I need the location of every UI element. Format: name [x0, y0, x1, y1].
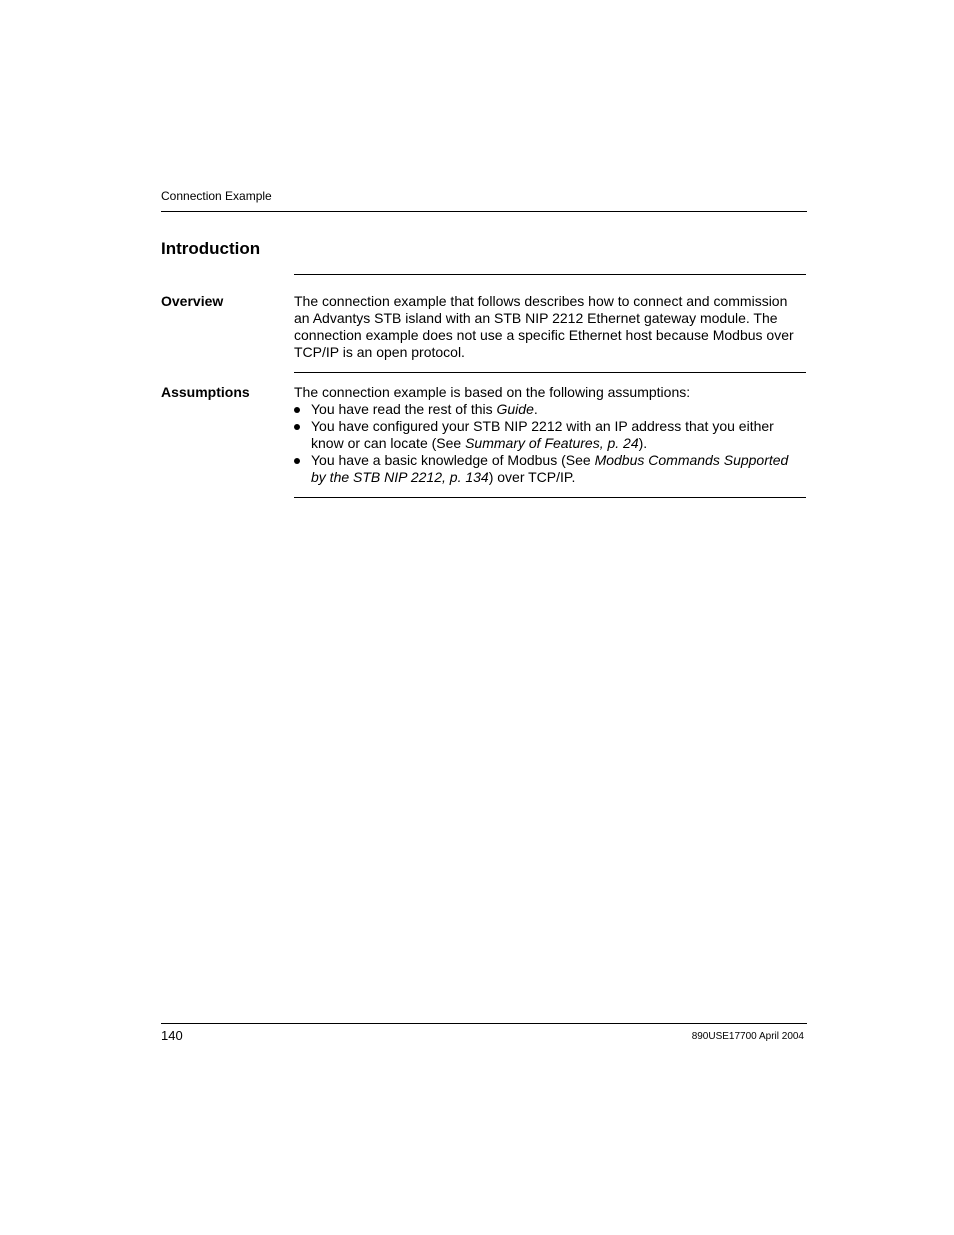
overview-top-divider: [294, 274, 806, 275]
cross-reference: Modbus Commands Supported by the STB NIP 2212, p. 134: [311, 452, 789, 485]
bullet-icon: [294, 424, 300, 430]
page-number: 140: [161, 1028, 183, 1043]
assumptions-list: [294, 401, 806, 486]
item-text: You have a basic knowledge of Modbus (See: [311, 452, 595, 468]
overview-text: The connection example that follows describes how to connect and commission an Advantys STB island with an STB NIP 2212 Ethernet gateway module. The connection example does not use a specific Ethernet host because Modbus over TCP/IP is an open protocol.: [294, 293, 794, 360]
list-item: [294, 452, 806, 486]
item-text-end: .: [533, 401, 538, 417]
header-divider: [161, 211, 807, 212]
list-item: [294, 401, 806, 418]
list-item: [294, 418, 806, 452]
item-text-end: ) over TCP/IP.: [488, 469, 576, 485]
cross-reference: Guide: [496, 401, 534, 417]
section-title: Introduction: [161, 239, 261, 258]
assumptions-top-divider: [294, 372, 806, 373]
running-header: Connection Example: [161, 189, 272, 203]
bullet-icon: [294, 458, 300, 464]
assumptions-intro: The connection example is based on the following assumptions:: [294, 384, 691, 400]
item-text: You have configured your STB NIP 2212 with an IP address that you either know or can locate (See: [311, 418, 774, 451]
cross-reference: Summary of Features, p. 24: [465, 435, 639, 451]
bullet-icon: [294, 407, 300, 413]
overview-label: Overview: [161, 293, 224, 309]
assumptions-label: Assumptions: [161, 384, 250, 400]
item-text: You have read the rest of this: [311, 401, 497, 417]
assumptions-body: [294, 384, 806, 486]
assumptions-bottom-divider: [294, 497, 806, 498]
document-id: 890USE17700 April 2004: [691, 1031, 804, 1042]
item-text-end: ).: [638, 435, 648, 451]
footer-divider: [161, 1023, 807, 1024]
